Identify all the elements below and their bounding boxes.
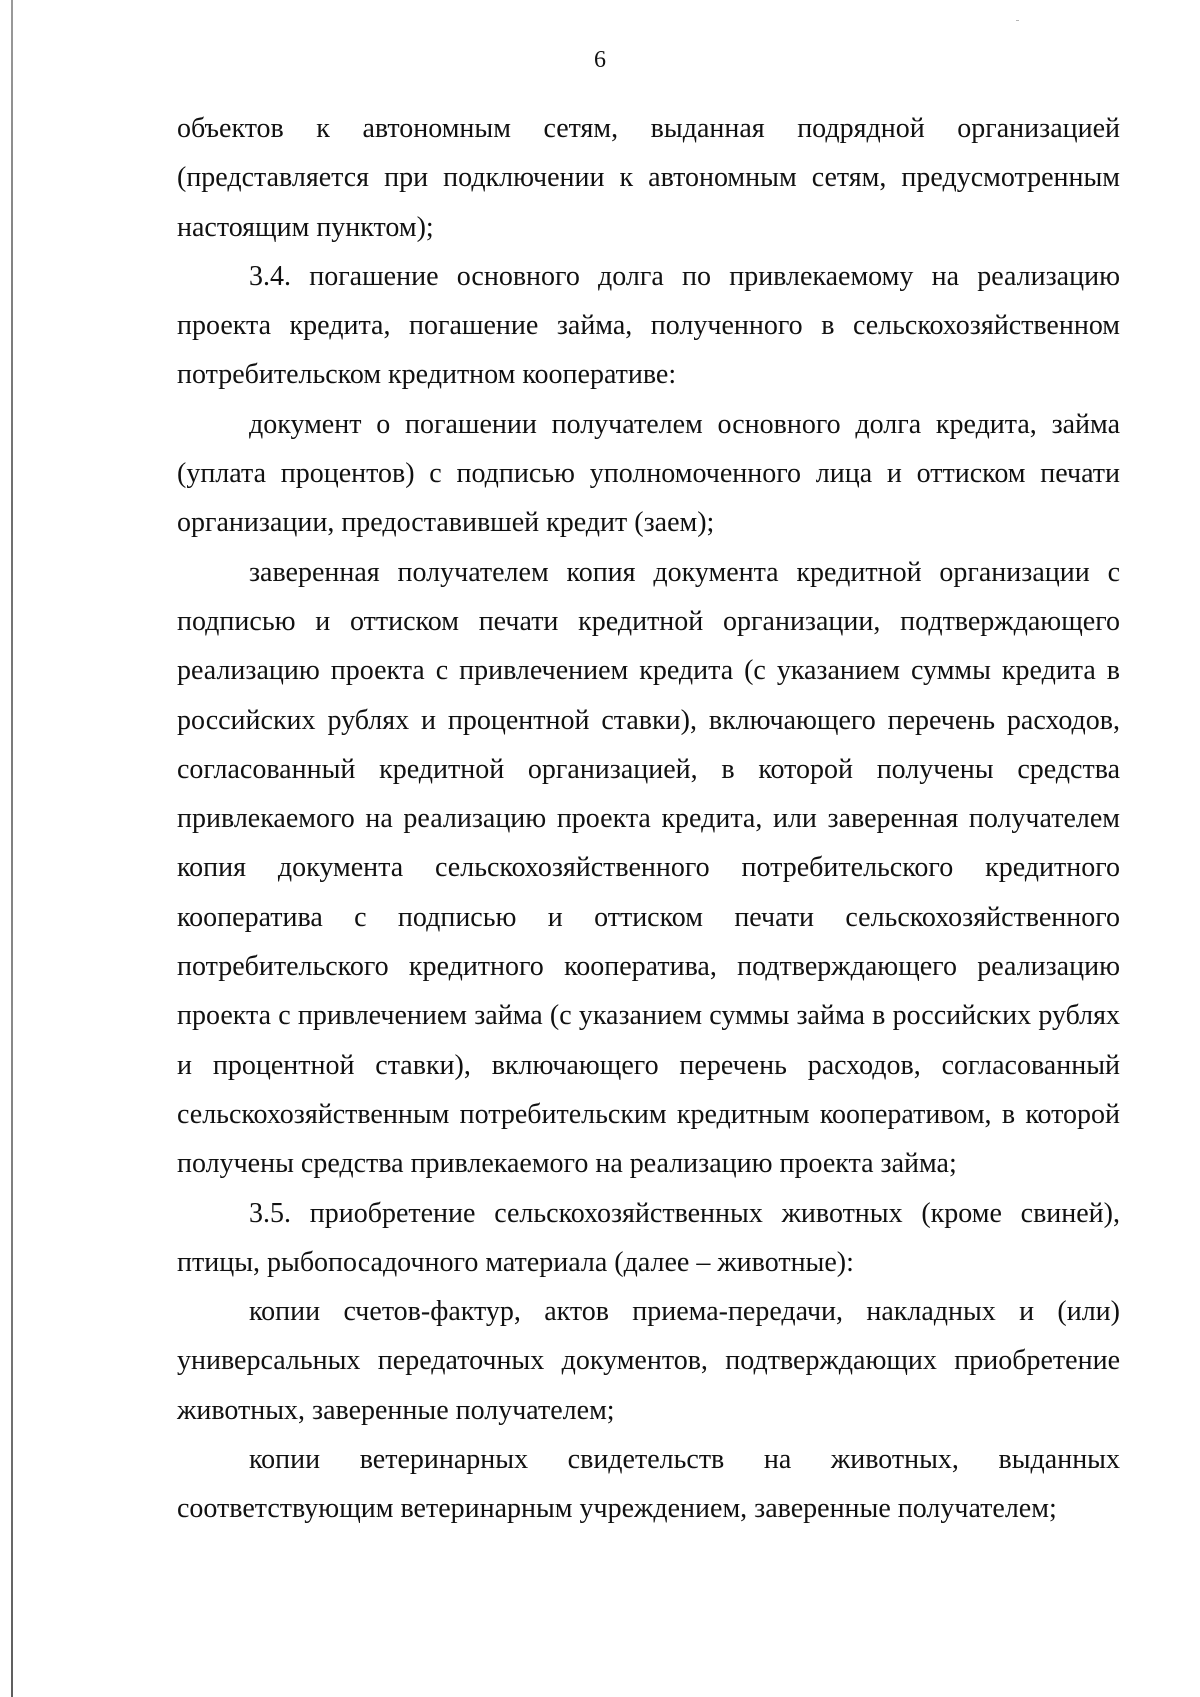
scan-speck bbox=[1016, 20, 1019, 21]
paragraph-3-4-loan-repayment: 3.4. погашение основного долга по привлекаемому на реализацию проекта кредита, погашение займа, полученного в сельскохозяйственном потребительском кредитном кооперативе: bbox=[177, 260, 1120, 391]
page-number: 6 bbox=[594, 47, 606, 73]
paragraph-connection-certificate: объектов к автономным сетям, выданная подрядной организацией (представляется при подключении к автономным сетям, предусмотренным настоящим пунктом); bbox=[177, 113, 1120, 243]
document-body bbox=[177, 104, 1120, 1534]
paragraph-credit-document-copy: заверенная получателем копия документа кредитной организации с подписью и оттиском печати кредитной организации, подтверждающего реализацию проекта с привлечением кредита (с указанием суммы кредита в российских рублях и процентной ставки), включающего перечень расходов, согласованный кредитной организацией, в которой получены средства привлекаемого на реализацию проекта кредита, или заверенная получателем копия документа сельскохозяйственного потребительского кредитного кооператива с подписью и оттиском печати сельскохозяйственного потребительского кредитного кооператива, подтверждающего реализацию проекта с привлечением займа (с указанием суммы займа в российских рублях и процентной ставки), включающего перечень расходов, согласованный сельскохозяйственным потребительским кредитным кооперативом, в которой получены средства привлекаемого на реализацию проекта займа; bbox=[177, 556, 1120, 1180]
paragraph-3-5-animal-purchase: 3.5. приобретение сельскохозяйственных животных (кроме свиней), птицы, рыбопосадочного материала (далее – животные): bbox=[177, 1197, 1120, 1278]
paragraph-repayment-document: документ о погашении получателем основного долга кредита, займа (уплата процентов) с подписью уполномоченного лица и оттиском печати организации, предоставившей кредит (заем); bbox=[177, 408, 1120, 539]
paragraph-veterinary-certificates: копии ветеринарных свидетельств на животных, выданных соответствующим ветеринарным учреждением, заверенные получателем; bbox=[177, 1444, 1120, 1525]
scan-left-edge bbox=[11, 0, 13, 1697]
paragraph-invoice-copies: копии счетов-фактур, актов приема-передачи, накладных и (или) универсальных передаточных документов, подтверждающих приобретение животных, заверенные получателем; bbox=[177, 1296, 1120, 1426]
